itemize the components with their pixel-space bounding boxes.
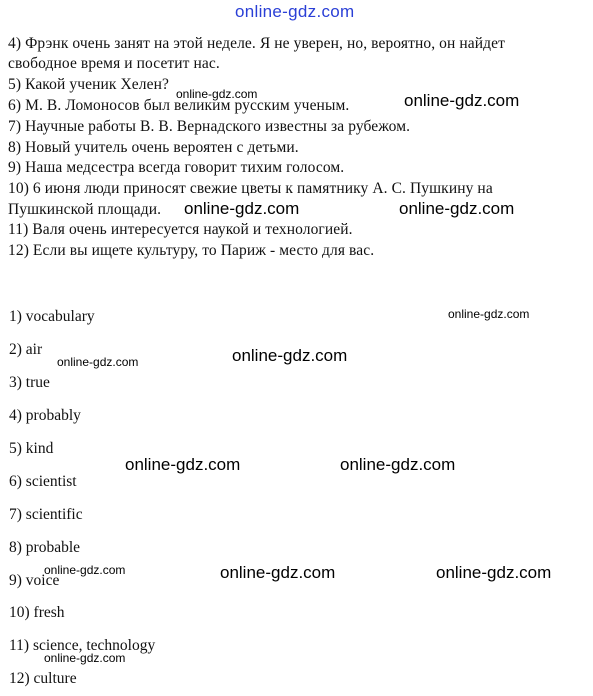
sentence-7: 7) Научные работы В. В. Вернадского известны за рубежом. xyxy=(8,118,411,135)
answer-11: 11) science, technology xyxy=(9,637,156,654)
sentence-6: 6) М. В. Ломоносов был великим русским ученым. xyxy=(8,97,350,114)
answer-1: 1) vocabulary xyxy=(9,308,95,325)
watermark: online-gdz.com xyxy=(232,346,348,365)
answer-12: 12) culture xyxy=(9,670,77,687)
sentence-9: 9) Наша медсестра всегда говорит тихим голосом. xyxy=(8,159,345,176)
answer-10: 10) fresh xyxy=(9,604,65,621)
header-watermark: online-gdz.com xyxy=(235,2,355,21)
watermark: online-gdz.com xyxy=(436,563,552,582)
answer-7: 7) scientific xyxy=(9,506,83,523)
answer-3: 3) true xyxy=(9,374,50,391)
watermark: online-gdz.com xyxy=(44,651,126,665)
answer-9: 9) voice xyxy=(9,572,60,589)
answer-8: 8) probable xyxy=(9,539,81,556)
watermark: online-gdz.com xyxy=(176,87,258,101)
sentence-10a: 10) 6 июня люди приносят свежие цветы к памятнику А. С. Пушкину на xyxy=(8,180,493,197)
answer-6: 6) scientist xyxy=(9,473,77,490)
answer-4: 4) probably xyxy=(9,407,81,424)
watermark: online-gdz.com xyxy=(220,563,336,582)
watermark: online-gdz.com xyxy=(57,355,139,369)
sentence-4a: 4) Фрэнк очень занят на этой неделе. Я не уверен, но, вероятно, он найдет xyxy=(8,35,505,52)
watermark: online-gdz.com xyxy=(125,455,241,474)
sentence-8: 8) Новый учитель очень вероятен с детьми. xyxy=(8,139,299,156)
answer-2: 2) air xyxy=(9,341,43,358)
answer-5: 5) kind xyxy=(9,440,54,457)
sentence-11: 11) Валя очень интересуется наукой и технологией. xyxy=(8,221,353,238)
sentence-5: 5) Какой ученик Хелен? xyxy=(8,76,169,93)
watermark: online-gdz.com xyxy=(184,199,300,218)
watermark: online-gdz.com xyxy=(404,91,520,110)
sentence-10b: Пушкинской площади. xyxy=(8,201,162,218)
watermark: online-gdz.com xyxy=(448,307,530,321)
watermark: online-gdz.com xyxy=(399,199,515,218)
sentence-4b: свободное время и посетит нас. xyxy=(8,55,220,72)
watermark: online-gdz.com xyxy=(44,563,126,577)
sentence-12: 12) Если вы ищете культуру, то Париж - место для вас. xyxy=(8,242,375,259)
watermark: online-gdz.com xyxy=(340,455,456,474)
